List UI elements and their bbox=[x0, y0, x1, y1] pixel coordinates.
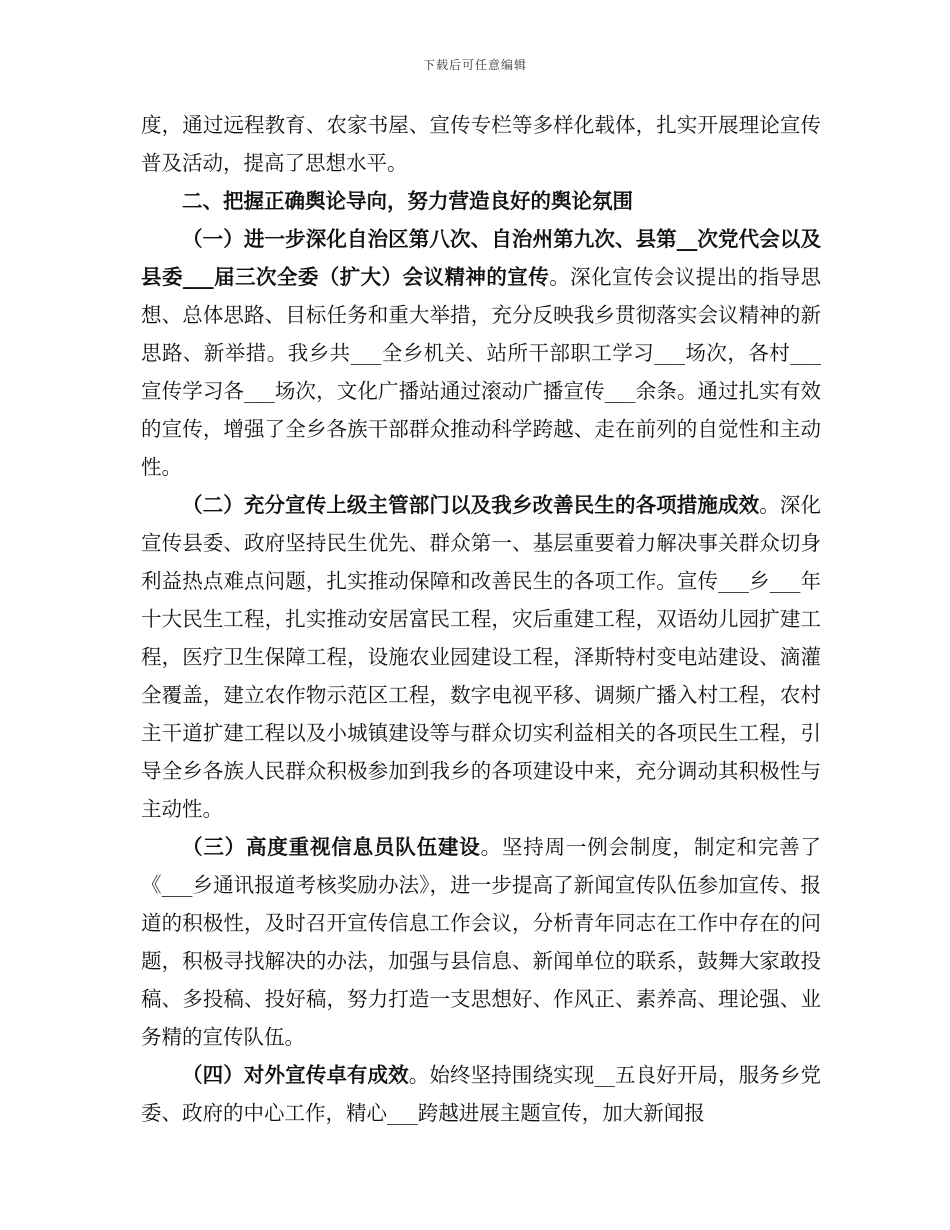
paragraph-3-text: 。坚持周一例会制度，制定和完善了《___乡通讯报道考核奖励办法》，进一步提高了新闻宣传队伍参加宣传、报道的积极性，及时召开宣传信息工作会议，分析青年同志在工作中存在的问题，积极寻找解决的办法，加强与县信息、新闻单位的联系，鼓舞大家敢投稿、多投稿、投好稿，努力打造一支思想好、作风正、素养高、理论强、业务精的宣传队伍。 bbox=[141, 835, 822, 1049]
paragraph-4-text: 。始终坚持围绕实现__五良好开局，服务乡党委、政府的中心工作，精心___跨越进展主题宣传，加大新闻报 bbox=[141, 1063, 822, 1125]
paragraph-3 bbox=[141, 828, 821, 1056]
document-body bbox=[141, 106, 821, 1132]
page-header: 下载后可任意编辑 bbox=[422, 58, 527, 72]
paragraph-2-title: （二）充分宣传上级主管部门以及我乡改善民生的各项措施成效 bbox=[182, 493, 760, 517]
paragraph-1-title: （一）进一步深化自治区第八次、自治州第九次、县第__次党代会以及县委___届三次全委（扩大）会议精神的宣传 bbox=[141, 227, 821, 289]
section-heading: 二、把握正确舆论导向，努力营造良好的舆论氛围 bbox=[182, 189, 633, 213]
paragraph-1 bbox=[141, 220, 821, 486]
paragraph-4-title: （四）对外宣传卓有成效 bbox=[182, 1063, 409, 1087]
paragraph-4 bbox=[141, 1056, 821, 1132]
paragraph-3-title: （三）高度重视信息员队伍建设 bbox=[182, 835, 481, 859]
paragraph-2 bbox=[141, 486, 821, 828]
paragraph-2-text: 。深化宣传县委、政府坚持民生优先、群众第一、基层重要着力解决事关群众切身利益热点难点问题，扎实推动保障和改善民生的各项工作。宣传___乡___年十大民生工程，扎实推动安居富民工程，灾后重建工程，双语幼儿园扩建工程，医疗卫生保障工程，设施农业园建设工程，泽斯特村变电站建设、滴灌全覆盖，建立农作物示范区工程，数字电视平移、调频广播入村工程，农村主干道扩建工程以及小城镇建设等与群众切实利益相关的各项民生工程，引导全乡各族人民群众积极参加到我乡的各项建设中来，充分调动其积极性与主动性。 bbox=[141, 493, 821, 821]
paragraph-1-text: 。深化宣传会议提出的指导思想、总体思路、目标任务和重大举措，充分反映我乡贯彻落实会议精神的新思路、新举措。我乡共___全乡机关、站所干部职工学习___场次，各村___宣传学习各___场次，文化广播站通过滚动广播宣传___余条。通过扎实有效的宣传，增强了全乡各族干部群众推动科学跨越、走在前列的自觉性和主动性。 bbox=[141, 265, 822, 479]
paragraph-continuation: 度，通过远程教育、农家书屋、宣传专栏等多样化载体，扎实开展理论宣传普及活动，提高了思想水平。 bbox=[141, 113, 821, 175]
